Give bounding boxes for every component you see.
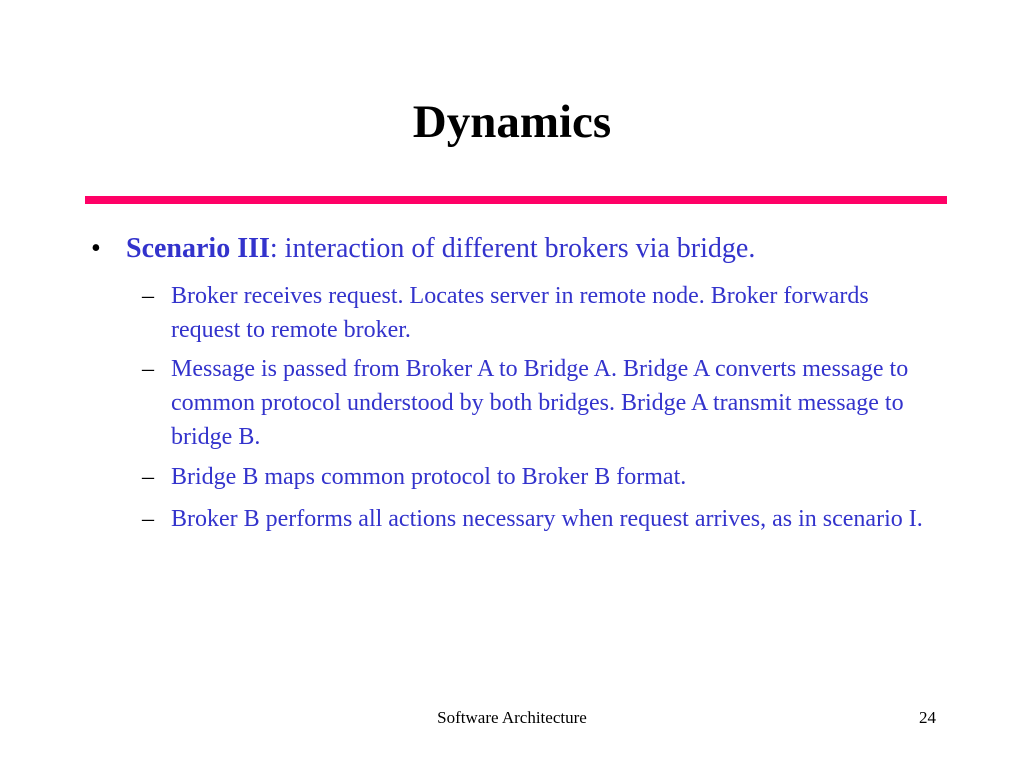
scenario-description: : interaction of different brokers via bridge. xyxy=(269,233,756,264)
sub-bullet-text: Broker B performs all actions necessary when request arrives, as in scenario I. xyxy=(171,506,923,532)
dash-icon: – xyxy=(142,506,154,532)
sub-bullet-text: Message is passed from Broker A to Bridge A. Bridge A converts message to common protocol understood by both bridges. Bridge A transmit message to bridge B. xyxy=(171,356,909,450)
sub-bullet-text: Bridge B maps common protocol to Broker B format. xyxy=(171,464,687,490)
dash-icon: – xyxy=(142,283,154,309)
footer-course-title: Software Architecture xyxy=(437,708,587,727)
sub-bullet-text: Broker receives request. Locates server in remote node. Broker forwards request to remote broker. xyxy=(171,283,869,343)
slide-title: Dynamics xyxy=(412,96,612,148)
scenario-label: Scenario III xyxy=(126,233,270,264)
dash-icon: – xyxy=(142,464,154,490)
sub-bullet xyxy=(142,279,932,347)
bullet-icon: • xyxy=(91,233,101,264)
sub-bullet xyxy=(142,502,932,536)
main-bullet-text xyxy=(126,229,755,269)
sub-bullet xyxy=(142,460,932,494)
page-number: 24 xyxy=(919,708,936,727)
sub-bullet xyxy=(142,352,932,454)
dash-icon: – xyxy=(142,356,154,382)
